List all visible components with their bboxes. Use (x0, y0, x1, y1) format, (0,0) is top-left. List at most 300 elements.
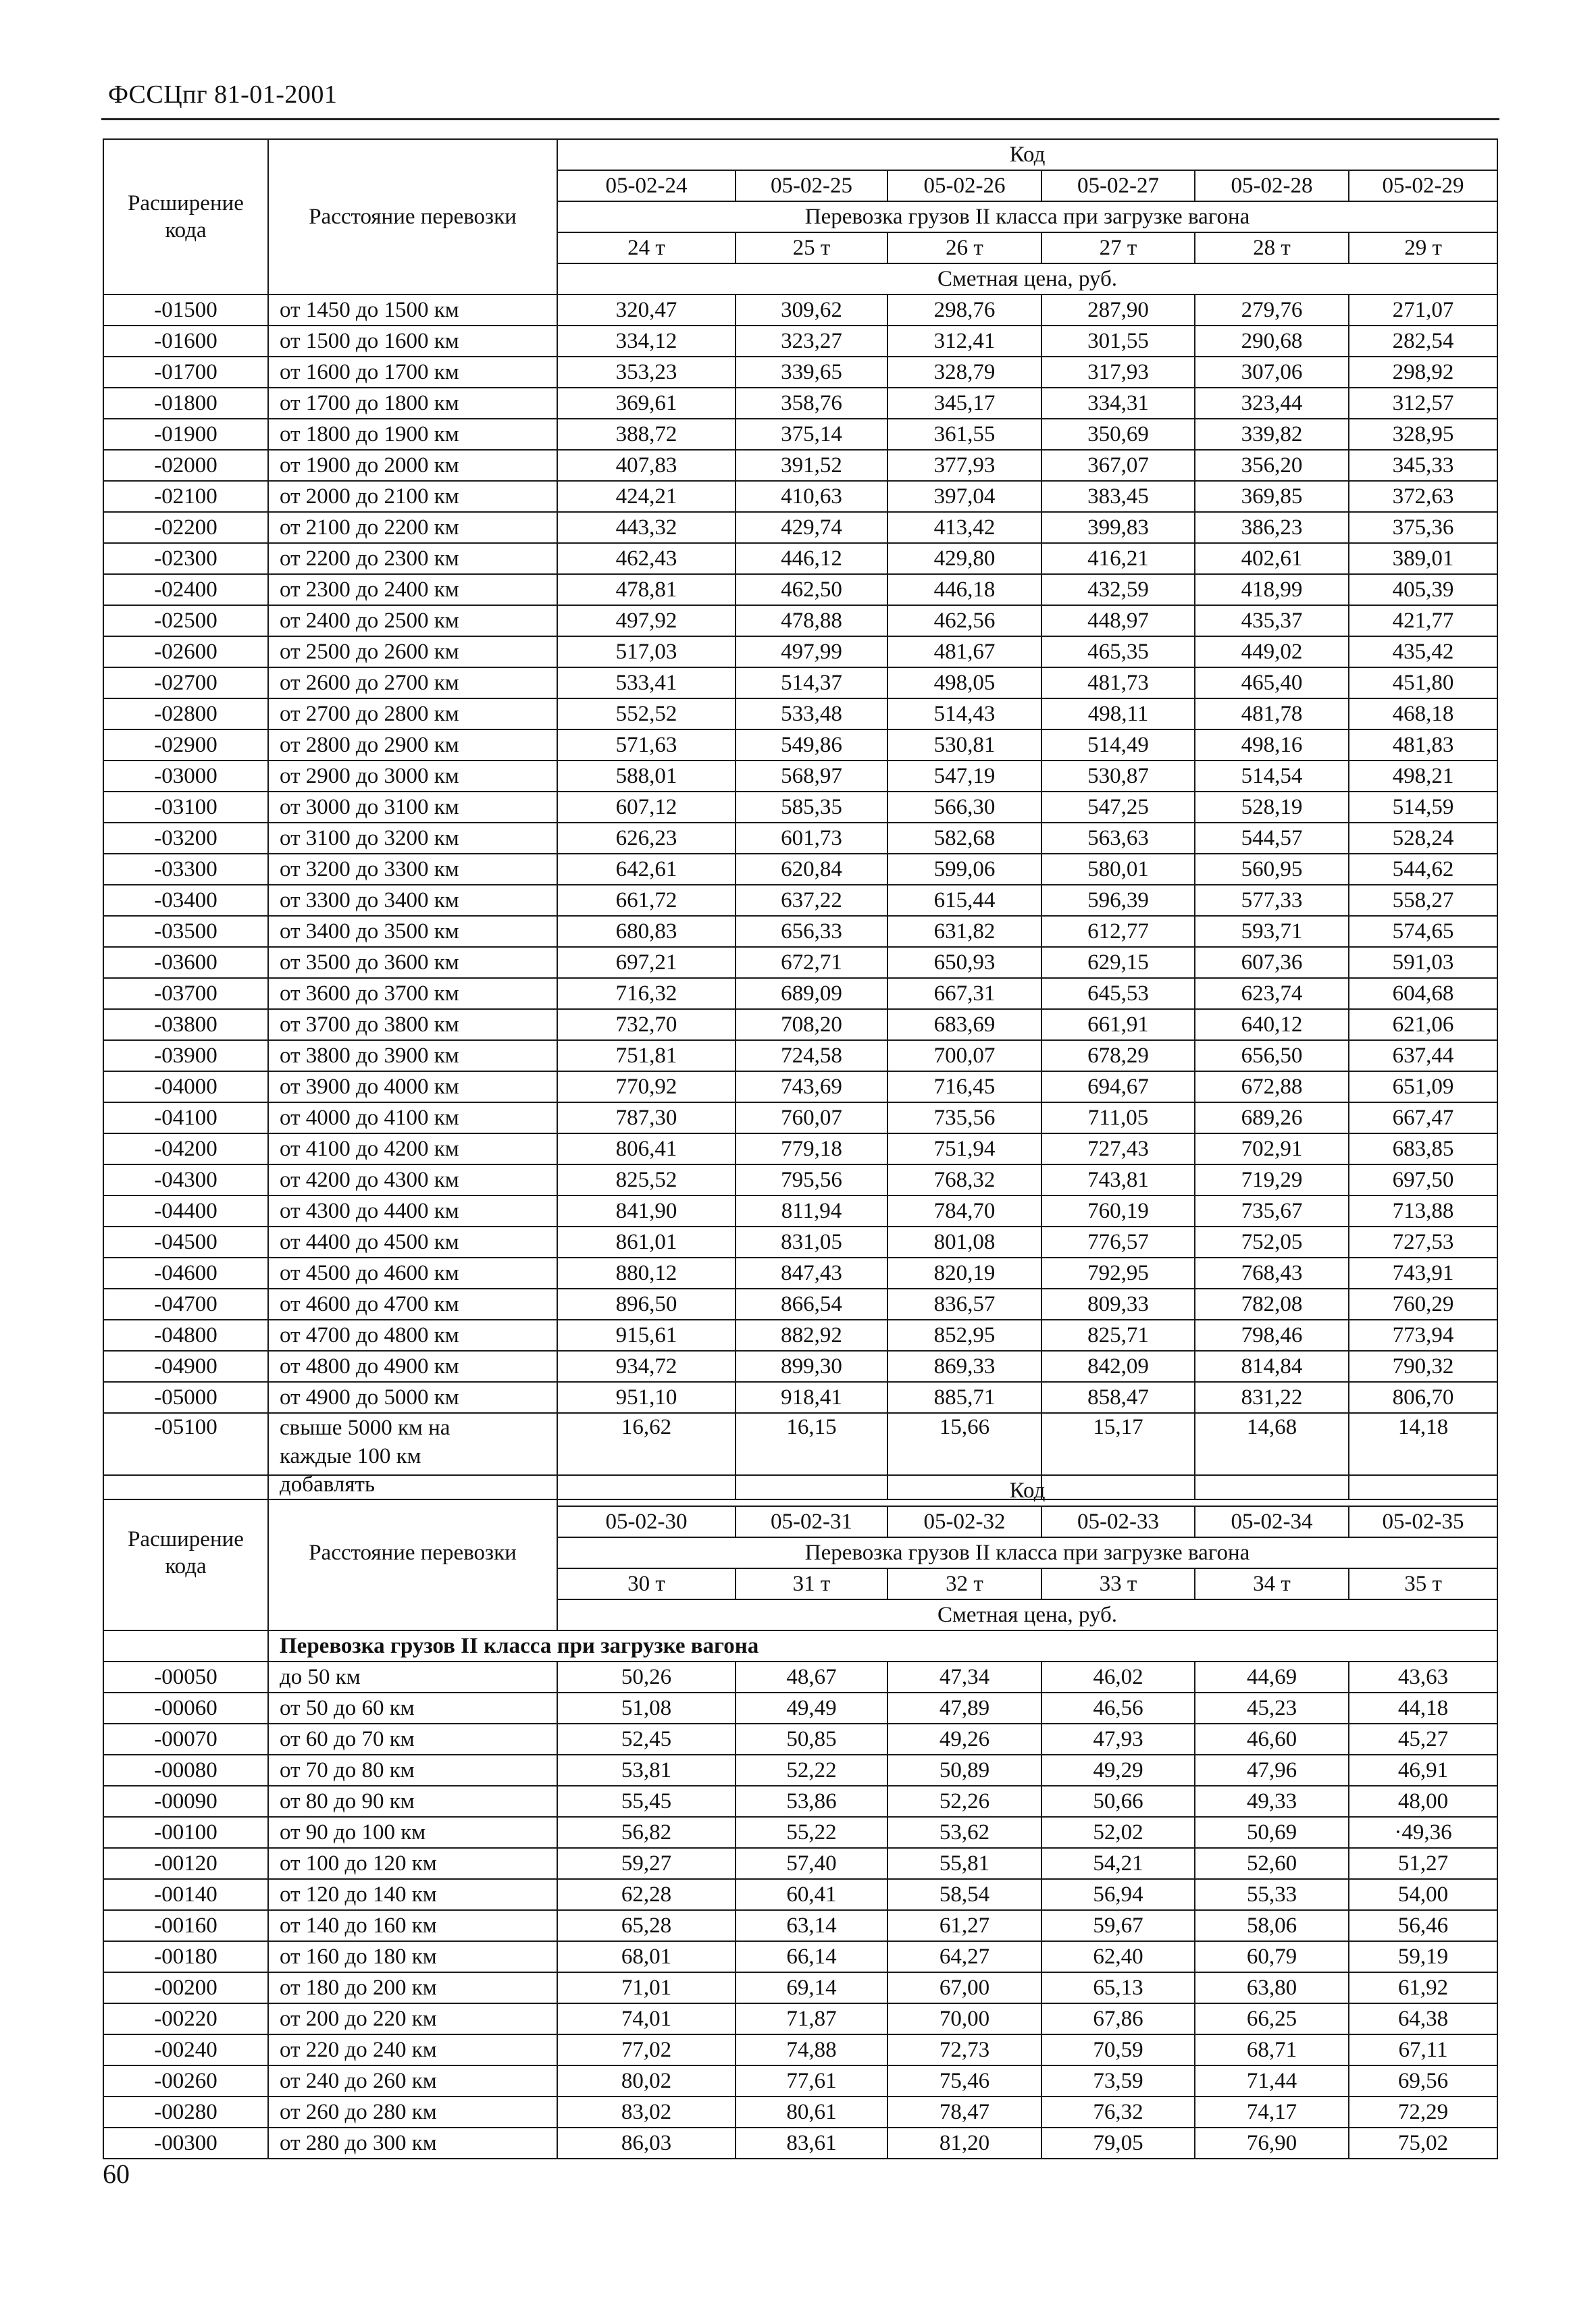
price-cell: 678,29 (1041, 1040, 1195, 1071)
price-cell: 724,58 (736, 1040, 887, 1071)
price-cell: 52,45 (557, 1724, 736, 1755)
price-cell: 831,05 (736, 1227, 887, 1258)
price-cell: 481,83 (1349, 729, 1497, 761)
price-cell: 51,08 (557, 1693, 736, 1724)
price-cell: 55,33 (1195, 1879, 1349, 1910)
distance-cell: от 220 до 240 км (268, 2034, 557, 2065)
price-cell: 882,92 (736, 1320, 887, 1351)
distance-cell: от 3700 до 3800 км (268, 1009, 557, 1040)
price-cell: 858,47 (1041, 1382, 1195, 1413)
code-extension-cell: -03400 (103, 885, 268, 916)
price-cell: 760,29 (1349, 1289, 1497, 1320)
price-cell: 46,91 (1349, 1755, 1497, 1786)
code-header: 05-02-30 (557, 1506, 736, 1537)
table-row (103, 947, 1497, 978)
distance-cell: от 4700 до 4800 км (268, 1320, 557, 1351)
price-cell: 582,68 (887, 823, 1041, 854)
price-cell: 558,27 (1349, 885, 1497, 916)
distance-cell: от 1500 до 1600 км (268, 326, 557, 357)
distance-line: каждые 100 км (280, 1444, 421, 1468)
header-divider (101, 118, 1499, 120)
distance-line: добавлять (280, 1472, 375, 1497)
distance-cell: от 200 до 220 км (268, 2003, 557, 2034)
table-row (103, 1227, 1497, 1258)
price-cell: 607,36 (1195, 947, 1349, 978)
code-extension-cell: -00050 (103, 1662, 268, 1693)
price-cell: 51,27 (1349, 1848, 1497, 1879)
distance-cell: от 180 до 200 км (268, 1972, 557, 2003)
price-cell: 16,62 (557, 1413, 736, 1499)
code-header: 05-02-33 (1041, 1506, 1195, 1537)
price-cell: 65,13 (1041, 1972, 1195, 2003)
code-extension-cell: -02500 (103, 605, 268, 636)
code-extension-cell: -04500 (103, 1227, 268, 1258)
price-cell: 60,79 (1195, 1941, 1349, 1972)
price-cell: 46,02 (1041, 1662, 1195, 1693)
table-row (103, 823, 1497, 854)
price-cell: 580,01 (1041, 854, 1195, 885)
document-title: ФССЦпг 81-01-2001 (108, 80, 338, 109)
table-row (103, 1289, 1497, 1320)
price-cell: 52,60 (1195, 1848, 1349, 1879)
price-cell: 782,08 (1195, 1289, 1349, 1320)
distance-cell: до 50 км (268, 1662, 557, 1693)
table-row (103, 357, 1497, 388)
price-table-1 (103, 138, 1498, 1500)
price-cell: 713,88 (1349, 1195, 1497, 1227)
code-extension-cell: -03600 (103, 947, 268, 978)
weight-header: 25 т (736, 232, 887, 263)
price-cell: 375,14 (736, 419, 887, 450)
distance-cell: от 4200 до 4300 км (268, 1164, 557, 1195)
distance-cell: от 2700 до 2800 км (268, 698, 557, 729)
distance-cell: от 70 до 80 км (268, 1755, 557, 1786)
price-cell: 61,27 (887, 1910, 1041, 1941)
table-row (103, 1662, 1497, 1693)
price-cell: 74,01 (557, 2003, 736, 2034)
price-cell: 52,26 (887, 1786, 1041, 1817)
price-cell: 831,22 (1195, 1382, 1349, 1413)
price-cell: 44,69 (1195, 1662, 1349, 1693)
price-cell: 443,32 (557, 512, 736, 543)
price-cell: 312,57 (1349, 388, 1497, 419)
table-row (103, 978, 1497, 1009)
price-cell: 667,47 (1349, 1102, 1497, 1133)
code-extension-cell: -02200 (103, 512, 268, 543)
code-header: 05-02-35 (1349, 1506, 1497, 1537)
price-cell: 407,83 (557, 450, 736, 481)
price-cell: 514,59 (1349, 792, 1497, 823)
price-cell: 787,30 (557, 1102, 736, 1133)
price-cell: 45,27 (1349, 1724, 1497, 1755)
price-cell: 702,91 (1195, 1133, 1349, 1164)
price-cell: 345,33 (1349, 450, 1497, 481)
price-cell: 667,31 (887, 978, 1041, 1009)
price-cell: 773,94 (1349, 1320, 1497, 1351)
distance-cell: от 4500 до 4600 км (268, 1258, 557, 1289)
price-cell: 432,59 (1041, 574, 1195, 605)
price-cell: 656,33 (736, 916, 887, 947)
price-cell: 481,73 (1041, 667, 1195, 698)
code-extension-cell: -02900 (103, 729, 268, 761)
price-cell: 694,67 (1041, 1071, 1195, 1102)
price-cell: 899,30 (736, 1351, 887, 1382)
code-group-header: Код (557, 139, 1497, 170)
price-cell: 52,02 (1041, 1817, 1195, 1848)
price-cell: 621,06 (1349, 1009, 1497, 1040)
weight-header: 33 т (1041, 1568, 1195, 1599)
price-cell: 14,68 (1195, 1413, 1349, 1499)
price-cell: 56,46 (1349, 1910, 1497, 1941)
table-row (103, 2003, 1497, 2034)
code-extension-cell: -01600 (103, 326, 268, 357)
distance-cell: от 4000 до 4100 км (268, 1102, 557, 1133)
price-cell: 397,04 (887, 481, 1041, 512)
code-group-header: Код (557, 1475, 1497, 1506)
price-cell: 16,15 (736, 1413, 887, 1499)
price-cell: 615,44 (887, 885, 1041, 916)
price-cell: 56,94 (1041, 1879, 1195, 1910)
price-cell: 743,91 (1349, 1258, 1497, 1289)
price-cell: 83,61 (736, 2128, 887, 2159)
code-extension-cell: -04700 (103, 1289, 268, 1320)
distance-cell: от 240 до 260 км (268, 2065, 557, 2097)
price-cell: 530,81 (887, 729, 1041, 761)
price-cell: 792,95 (1041, 1258, 1195, 1289)
price-cell: 751,81 (557, 1040, 736, 1071)
table-row (103, 2128, 1497, 2159)
price-cell: 530,87 (1041, 761, 1195, 792)
price-cell: 623,74 (1195, 978, 1349, 1009)
code-extension-header: Расширение кода (103, 139, 268, 294)
price-cell: 801,08 (887, 1227, 1041, 1258)
price-cell: 708,20 (736, 1009, 887, 1040)
price-cell: 697,50 (1349, 1164, 1497, 1195)
price-cell: 836,57 (887, 1289, 1041, 1320)
code-extension-cell: -04800 (103, 1320, 268, 1351)
price-cell: 350,69 (1041, 419, 1195, 450)
price-cell: 866,54 (736, 1289, 887, 1320)
price-cell: 58,54 (887, 1879, 1041, 1910)
distance-cell: от 3600 до 3700 км (268, 978, 557, 1009)
price-cell: 345,17 (887, 388, 1041, 419)
table-row (103, 729, 1497, 761)
price-cell: 14,18 (1349, 1413, 1497, 1499)
price-cell: 497,92 (557, 605, 736, 636)
price-cell: 514,43 (887, 698, 1041, 729)
table-row (103, 1879, 1497, 1910)
price-cell: 63,80 (1195, 1972, 1349, 2003)
price-table-2 (103, 1474, 1498, 2159)
distance-cell: от 2800 до 2900 км (268, 729, 557, 761)
table-row (103, 1102, 1497, 1133)
price-cell: 59,19 (1349, 1941, 1497, 1972)
code-header: 05-02-26 (887, 170, 1041, 201)
table-row (103, 450, 1497, 481)
table-row (103, 294, 1497, 326)
price-cell: 47,89 (887, 1693, 1041, 1724)
table-row (103, 1320, 1497, 1351)
price-cell: 465,35 (1041, 636, 1195, 667)
price-cell: 75,02 (1349, 2128, 1497, 2159)
price-cell: 79,05 (1041, 2128, 1195, 2159)
price-cell: 861,01 (557, 1227, 736, 1258)
price-cell: 361,55 (887, 419, 1041, 450)
code-extension-cell: -03300 (103, 854, 268, 885)
price-cell: 50,85 (736, 1724, 887, 1755)
table-row (103, 326, 1497, 357)
price-cell: 735,56 (887, 1102, 1041, 1133)
price-cell: 544,57 (1195, 823, 1349, 854)
distance-cell: от 3900 до 4000 км (268, 1071, 557, 1102)
price-cell: 70,00 (887, 2003, 1041, 2034)
price-cell: 62,40 (1041, 1941, 1195, 1972)
price-cell: 951,10 (557, 1382, 736, 1413)
code-extension-cell: -00240 (103, 2034, 268, 2065)
table-row (103, 1910, 1497, 1941)
distance-cell: от 3800 до 3900 км (268, 1040, 557, 1071)
price-cell: 549,86 (736, 729, 887, 761)
price-cell: 290,68 (1195, 326, 1349, 357)
price-cell: 66,14 (736, 1941, 887, 1972)
table-row (103, 1817, 1497, 1848)
price-cell: 448,97 (1041, 605, 1195, 636)
price-cell: 620,84 (736, 854, 887, 885)
weight-header: 32 т (887, 1568, 1041, 1599)
price-cell: 806,41 (557, 1133, 736, 1164)
price-cell: 328,79 (887, 357, 1041, 388)
price-cell: 59,27 (557, 1848, 736, 1879)
price-cell: 68,01 (557, 1941, 736, 1972)
price-cell: 307,06 (1195, 357, 1349, 388)
price-cell: 367,07 (1041, 450, 1195, 481)
price-cell: 60,41 (736, 1879, 887, 1910)
price-cell: 47,34 (887, 1662, 1041, 1693)
weight-header: 28 т (1195, 232, 1349, 263)
price-cell: 339,65 (736, 357, 887, 388)
code-extension-cell: -04300 (103, 1164, 268, 1195)
price-cell: 369,61 (557, 388, 736, 419)
price-cell: 809,33 (1041, 1289, 1195, 1320)
price-cell: 689,26 (1195, 1102, 1349, 1133)
price-cell: 563,63 (1041, 823, 1195, 854)
distance-cell: от 1700 до 1800 км (268, 388, 557, 419)
price-cell: 585,35 (736, 792, 887, 823)
price-cell: 49,49 (736, 1693, 887, 1724)
price-cell: 64,38 (1349, 2003, 1497, 2034)
price-unit-header: Сметная цена, руб. (557, 1599, 1497, 1630)
price-cell: 52,22 (736, 1755, 887, 1786)
price-cell: 514,54 (1195, 761, 1349, 792)
code-extension-cell: -04400 (103, 1195, 268, 1227)
price-cell: 58,06 (1195, 1910, 1349, 1941)
price-cell: 339,82 (1195, 419, 1349, 450)
price-cell: 607,12 (557, 792, 736, 823)
distance-line: свыше 5000 км на (280, 1416, 451, 1440)
table-row (103, 792, 1497, 823)
price-cell: 57,40 (736, 1848, 887, 1879)
price-cell: 416,21 (1041, 543, 1195, 574)
price-cell: 377,93 (887, 450, 1041, 481)
code-extension-cell: -00090 (103, 1786, 268, 1817)
code-extension-cell: -00120 (103, 1848, 268, 1879)
code-extension-cell: -00070 (103, 1724, 268, 1755)
code-extension-cell: -00160 (103, 1910, 268, 1941)
code-header: 05-02-25 (736, 170, 887, 201)
code-extension-cell: -02700 (103, 667, 268, 698)
distance-cell: от 3200 до 3300 км (268, 854, 557, 885)
code-extension-header: Расширение кода (103, 1475, 268, 1630)
price-cell: 811,94 (736, 1195, 887, 1227)
price-cell: 841,90 (557, 1195, 736, 1227)
price-cell: 63,14 (736, 1910, 887, 1941)
distance-cell: от 90 до 100 км (268, 1817, 557, 1848)
distance-cell: от 4300 до 4400 км (268, 1195, 557, 1227)
price-cell: 71,87 (736, 2003, 887, 2034)
price-cell: 77,02 (557, 2034, 736, 2065)
distance-cell: от 2200 до 2300 км (268, 543, 557, 574)
price-cell: 650,93 (887, 947, 1041, 978)
price-cell: 49,26 (887, 1724, 1041, 1755)
price-cell: 80,02 (557, 2065, 736, 2097)
code-extension-cell: -02400 (103, 574, 268, 605)
transport-header: Перевозка грузов II класса при загрузке вагона (557, 201, 1497, 232)
price-cell: 435,42 (1349, 636, 1497, 667)
price-cell: 847,43 (736, 1258, 887, 1289)
price-cell: 53,81 (557, 1755, 736, 1786)
price-cell: 61,92 (1349, 1972, 1497, 2003)
distance-cell: от 4800 до 4900 км (268, 1351, 557, 1382)
weight-header: 30 т (557, 1568, 736, 1599)
price-cell: 59,67 (1041, 1910, 1195, 1941)
price-cell: 547,25 (1041, 792, 1195, 823)
code-extension-cell: -03000 (103, 761, 268, 792)
price-cell: 50,66 (1041, 1786, 1195, 1817)
price-cell: 80,61 (736, 2097, 887, 2128)
table-row (103, 1848, 1497, 1879)
price-cell: 683,85 (1349, 1133, 1497, 1164)
price-cell: 53,86 (736, 1786, 887, 1817)
weight-header: 29 т (1349, 232, 1497, 263)
price-cell: 743,69 (736, 1071, 887, 1102)
price-cell: 760,07 (736, 1102, 887, 1133)
price-cell: 533,48 (736, 698, 887, 729)
distance-cell: от 4900 до 5000 км (268, 1382, 557, 1413)
price-cell: 356,20 (1195, 450, 1349, 481)
price-cell: 768,32 (887, 1164, 1041, 1195)
price-cell: 760,19 (1041, 1195, 1195, 1227)
price-cell: 743,81 (1041, 1164, 1195, 1195)
price-cell: 334,31 (1041, 388, 1195, 419)
code-extension-cell: -00100 (103, 1817, 268, 1848)
code-header: 05-02-29 (1349, 170, 1497, 201)
page-number: 60 (103, 2159, 130, 2189)
table-row (103, 667, 1497, 698)
distance-cell: от 2900 до 3000 км (268, 761, 557, 792)
price-cell: 568,97 (736, 761, 887, 792)
weight-header: 24 т (557, 232, 736, 263)
distance-cell: от 140 до 160 км (268, 1910, 557, 1941)
code-extension-cell: -01700 (103, 357, 268, 388)
distance-cell: от 2000 до 2100 км (268, 481, 557, 512)
price-cell: 47,96 (1195, 1755, 1349, 1786)
distance-cell: от 3500 до 3600 км (268, 947, 557, 978)
price-cell: 317,93 (1041, 357, 1195, 388)
price-cell: 391,52 (736, 450, 887, 481)
price-cell: 498,16 (1195, 729, 1349, 761)
code-extension-cell: -05100 (103, 1413, 268, 1499)
price-cell: 399,83 (1041, 512, 1195, 543)
price-cell: 375,36 (1349, 512, 1497, 543)
weight-header: 35 т (1349, 1568, 1497, 1599)
distance-cell: от 2400 до 2500 км (268, 605, 557, 636)
price-cell: 49,33 (1195, 1786, 1349, 1817)
price-cell: 514,37 (736, 667, 887, 698)
price-cell: 64,27 (887, 1941, 1041, 1972)
price-cell: 78,47 (887, 2097, 1041, 2128)
table-row (103, 885, 1497, 916)
price-cell: 44,18 (1349, 1693, 1497, 1724)
price-cell: 287,90 (1041, 294, 1195, 326)
code-extension-cell: -02600 (103, 636, 268, 667)
price-cell: 885,71 (887, 1382, 1041, 1413)
price-cell: 468,18 (1349, 698, 1497, 729)
price-cell: 825,71 (1041, 1320, 1195, 1351)
price-cell: 353,23 (557, 357, 736, 388)
price-cell: 574,65 (1349, 916, 1497, 947)
price-cell: 661,91 (1041, 1009, 1195, 1040)
price-cell: 498,21 (1349, 761, 1497, 792)
price-cell: 462,43 (557, 543, 736, 574)
distance-cell: от 3400 до 3500 км (268, 916, 557, 947)
table-row (103, 1258, 1497, 1289)
distance-cell: от 3000 до 3100 км (268, 792, 557, 823)
table-row (103, 636, 1497, 667)
price-cell: 852,95 (887, 1320, 1041, 1351)
price-cell: 719,29 (1195, 1164, 1349, 1195)
price-cell: 591,03 (1349, 947, 1497, 978)
distance-cell: от 3100 до 3200 км (268, 823, 557, 854)
table-row (103, 1941, 1497, 1972)
table-row (103, 1693, 1497, 1724)
price-cell: 770,92 (557, 1071, 736, 1102)
code-header: 05-02-32 (887, 1506, 1041, 1537)
distance-cell: от 120 до 140 км (268, 1879, 557, 1910)
distance-cell: от 280 до 300 км (268, 2128, 557, 2159)
price-cell: 478,81 (557, 574, 736, 605)
code-extension-cell: -04600 (103, 1258, 268, 1289)
price-cell: 43,63 (1349, 1662, 1497, 1693)
price-cell: 429,80 (887, 543, 1041, 574)
price-cell: 680,83 (557, 916, 736, 947)
price-cell: 517,03 (557, 636, 736, 667)
price-cell: 880,12 (557, 1258, 736, 1289)
price-cell: 71,44 (1195, 2065, 1349, 2097)
price-cell: 798,46 (1195, 1320, 1349, 1351)
price-cell: 478,88 (736, 605, 887, 636)
price-cell: 62,28 (557, 1879, 736, 1910)
price-cell: 552,52 (557, 698, 736, 729)
price-cell: 640,12 (1195, 1009, 1349, 1040)
price-cell: 918,41 (736, 1382, 887, 1413)
table-row (103, 1382, 1497, 1413)
price-cell: 727,43 (1041, 1133, 1195, 1164)
price-cell: 711,05 (1041, 1102, 1195, 1133)
price-cell: 637,44 (1349, 1040, 1497, 1071)
code-extension-cell: -03900 (103, 1040, 268, 1071)
price-cell: 15,66 (887, 1413, 1041, 1499)
price-cell: 55,81 (887, 1848, 1041, 1879)
